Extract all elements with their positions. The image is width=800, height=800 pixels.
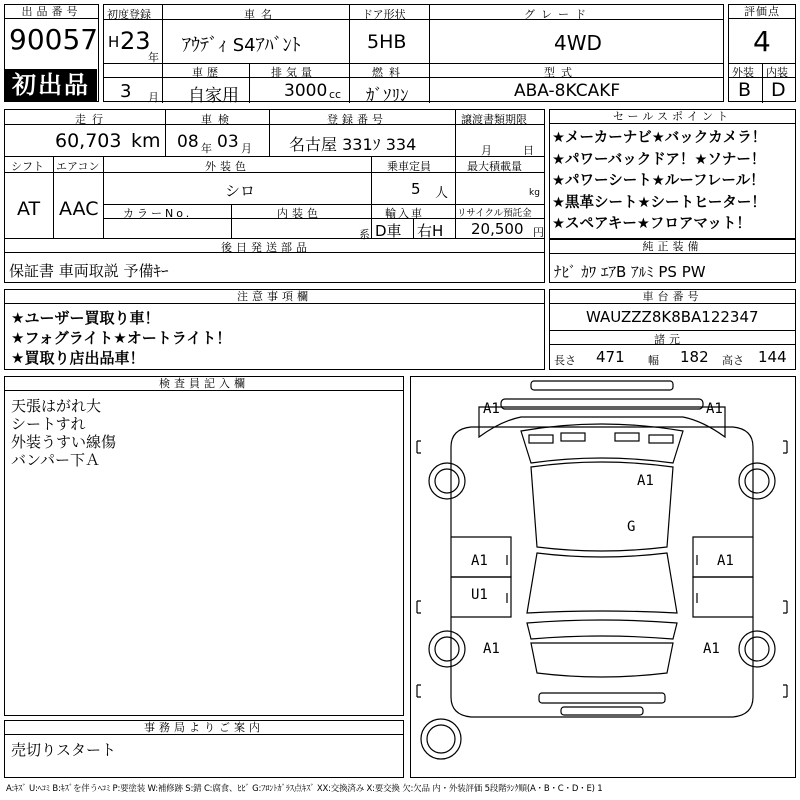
- mileage-unit: km: [131, 130, 161, 152]
- inspector-line: シートすれ: [11, 415, 86, 433]
- model-value: ABA-8KCAKF: [514, 81, 621, 101]
- capacity-value: 5: [411, 180, 421, 198]
- history-value: 自家用: [188, 86, 239, 106]
- recycle-label: リサイクル預託金: [457, 208, 532, 219]
- inspector-box: [4, 376, 404, 716]
- damage-mark-front-right: A1: [706, 401, 723, 417]
- damage-mark-rear-right: A1: [703, 641, 720, 657]
- note-item: ★買取り店出品車！: [11, 349, 145, 367]
- interior-grade: D: [771, 79, 786, 101]
- equipment-box: [549, 239, 796, 283]
- inspector-notes: [11, 397, 116, 469]
- damage-mark-left-front-door: A1: [471, 553, 488, 569]
- damage-mark-rear-left: A1: [483, 641, 500, 657]
- length-label: 長さ: [554, 354, 576, 367]
- recycle-value: 20,500: [471, 220, 524, 238]
- inspector-line: 外装うすい線傷: [11, 433, 117, 451]
- first-reg-label: 初度登録: [107, 8, 151, 21]
- model-label: 型式: [544, 66, 578, 79]
- equipment-value: ﾅﾋﾞ ｶﾜ ｴｱB ｱﾙﾐ PS PW: [554, 263, 706, 281]
- sales-point-item: ★パワーシート★ルーフレール！: [552, 173, 765, 189]
- car-diagram: [411, 377, 794, 776]
- width-value: 182: [680, 348, 709, 366]
- plate-value: 名古屋 331ｿ 334: [289, 135, 417, 154]
- displacement-label: 排気量: [271, 66, 316, 79]
- lot-number: 90057: [9, 23, 99, 56]
- recycle-unit: 円: [533, 226, 544, 239]
- chassis-number: WAUZZZ8K8BA122347: [586, 308, 759, 326]
- ext-color-label: 外装色: [205, 160, 250, 173]
- int-color-unit: 系: [359, 228, 370, 241]
- office-box: [4, 720, 404, 778]
- docs-label: 譲渡書類期限: [461, 113, 527, 126]
- docs-month-unit: 月: [481, 144, 492, 157]
- sales-point-item: ★スペアキー★フロアマット！: [552, 216, 751, 232]
- rating-box: [728, 4, 796, 102]
- width-label: 幅: [648, 354, 659, 367]
- sales-point-item: ★黒革シート★シートヒーター！: [552, 194, 766, 211]
- height-label: 高さ: [722, 354, 744, 367]
- reg-era: H: [108, 33, 120, 51]
- lot-box: [4, 4, 99, 102]
- reg-month-unit: 月: [148, 91, 159, 104]
- sales-point-item: ★メーカーナビ★バックカメラ！: [552, 130, 767, 146]
- history-label: 車歴: [192, 66, 222, 79]
- sales-points-box: [549, 109, 796, 239]
- sales-point-item: ★パワーバックドア！★ソナー！: [552, 151, 766, 168]
- reg-year: 23: [120, 27, 151, 55]
- load-unit: kg: [529, 188, 540, 198]
- import-label: 輸入車: [385, 207, 424, 220]
- lot-label: 出品番号: [5, 5, 98, 19]
- shift-label: シフト: [11, 160, 44, 173]
- door-value: 5HB: [367, 31, 407, 53]
- office-label: 事務局よりご案内: [5, 721, 403, 735]
- inspection-month: 03: [217, 132, 239, 152]
- grade-value: 4WD: [554, 31, 602, 55]
- inspector-line: 天張はがれ大: [11, 397, 102, 415]
- color-no-label: カラーNo.: [123, 207, 193, 220]
- ac-label: エアコン: [56, 160, 100, 173]
- door-label: ドア形状: [362, 8, 406, 21]
- equipment-label: 純正装備: [550, 240, 795, 254]
- note-item: ★ユーザー買取り車！: [11, 309, 160, 327]
- reg-year-unit: 年: [148, 51, 159, 64]
- rating-score: 4: [753, 25, 771, 58]
- reg-month: 3: [120, 81, 132, 102]
- load-label: 最大積載量: [467, 160, 522, 173]
- vehicle-info-box: [103, 4, 724, 106]
- damage-mark-right-door: A1: [717, 553, 734, 569]
- fuel-label: 燃料: [372, 66, 406, 79]
- sales-points-label: セールスポイント: [550, 110, 795, 124]
- dimensions-label: 諸元: [654, 333, 684, 346]
- mileage-value: 60,703: [55, 130, 122, 152]
- rating-label: 評価点: [729, 5, 795, 19]
- damage-mark-roof: A1: [637, 473, 654, 489]
- capacity-unit: 人: [435, 186, 449, 201]
- grade-label: グレード: [524, 8, 592, 21]
- shift-value: AT: [17, 198, 41, 220]
- chassis-box: [549, 289, 796, 370]
- ac-value: AAC: [59, 198, 99, 220]
- interior-label: 内装: [766, 66, 788, 79]
- sales-points-list: [552, 128, 766, 236]
- import-drive: D車: [375, 222, 402, 240]
- plate-label: 登録番号: [327, 113, 387, 126]
- exterior-grade: B: [738, 79, 752, 101]
- displacement-value: 3000: [284, 81, 328, 101]
- inspection-month-unit: 月: [241, 142, 252, 155]
- capacity-label: 乗車定員: [387, 160, 431, 173]
- inspection-year: 08: [177, 132, 199, 152]
- notes-label: 注意事項欄: [5, 290, 544, 304]
- damage-mark-rear-glass: G: [627, 519, 636, 535]
- import-side: 右H: [417, 222, 444, 240]
- exterior-label: 外装: [732, 66, 754, 79]
- mileage-label: 走行: [75, 113, 109, 126]
- car-diagram-box: [410, 376, 796, 778]
- later-parts-label: 後日発送部品: [221, 241, 311, 254]
- notes-list: [11, 308, 231, 368]
- later-parts-value: 保証書 車両取説 予備ｷｰ: [9, 262, 169, 280]
- damage-mark-left-rear-door: U1: [471, 587, 488, 603]
- note-item: ★フォグライト★オートライト！: [11, 329, 232, 347]
- inspection-label: 車検: [201, 113, 235, 126]
- notes-box: [4, 289, 545, 370]
- fuel-value: ｶﾞｿﾘﾝ: [366, 86, 409, 106]
- displacement-unit: cc: [329, 88, 342, 101]
- inspector-label: 検査員記入欄: [5, 377, 403, 391]
- height-value: 144: [758, 348, 787, 366]
- car-name: ｱｳﾃﾞｨ S4ｱﾊﾞﾝﾄ: [182, 35, 301, 56]
- int-color-label: 内装色: [277, 207, 322, 220]
- inspector-line: バンパー下Ａ: [11, 451, 100, 469]
- ext-color-value: シロ: [225, 182, 256, 200]
- inspection-year-unit: 年: [201, 142, 212, 155]
- docs-day-unit: 日: [523, 144, 534, 157]
- damage-legend: A:ｷｽﾞ U:ﾍｺﾐ B:ｷｽﾞを伴うﾍｺﾐ P:要塗装 W:補修跡 S:錆 C:腐食、ﾋﾋﾞ G:ﾌﾛﾝﾄｶﾞﾗｽ点ｷｽﾞ XX:交換済み X:要交換 欠:欠品 内・外装評価 5段階ﾗﾝｸ順(A・B・C・D・E) 1: [6, 784, 603, 794]
- damage-mark-front-left: A1: [483, 401, 500, 417]
- office-value: 売切りスタート: [11, 741, 117, 759]
- length-value: 471: [596, 348, 625, 366]
- specs-box: [4, 109, 545, 283]
- car-name-label: 車名: [244, 8, 278, 21]
- chassis-label: 車台番号: [550, 290, 795, 304]
- first-listing-badge: 初出品: [5, 69, 97, 101]
